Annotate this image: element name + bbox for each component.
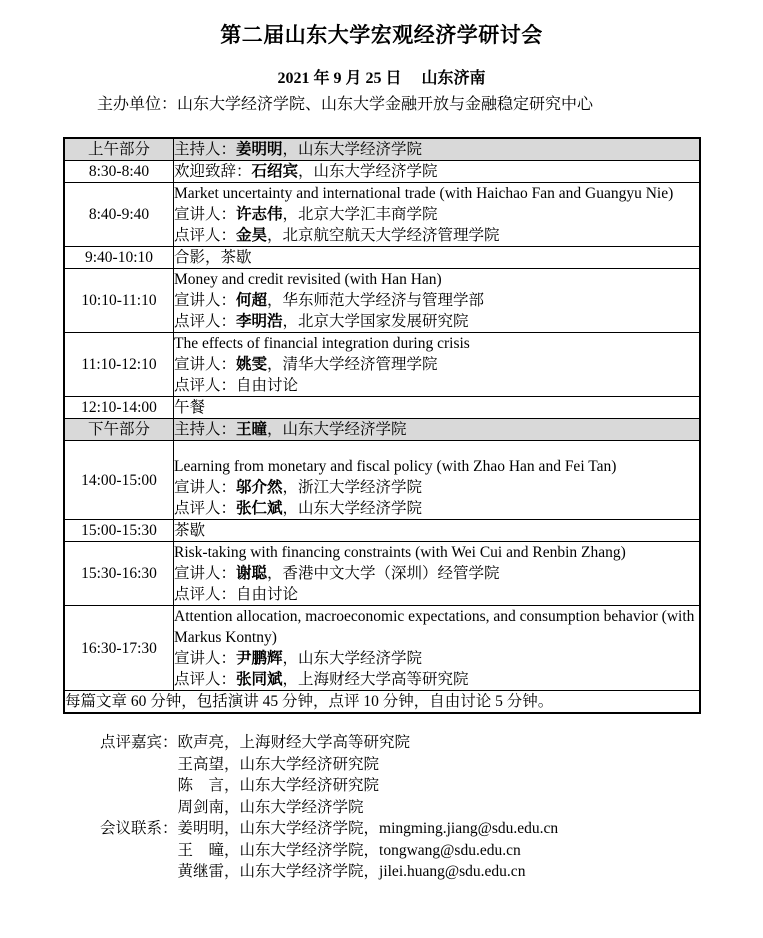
session-line: Money and credit revisited (with Han Han) <box>174 271 442 288</box>
guests-group <box>100 732 763 818</box>
organizer-line: 主办单位：山东大学经济学院、山东大学金融开放与金融稳定研究中心 <box>97 96 594 113</box>
table-note-cell <box>64 691 700 714</box>
contacts-lines <box>178 818 559 883</box>
session-line: 主持人：姜明明，山东大学经济学院 <box>174 141 423 158</box>
session-line: Learning from monetary and fiscal policy (with Zhao Han and Fei Tan) <box>174 458 617 475</box>
session-line: 宣讲人：何超，华东师范大学经济与管理学部 <box>174 292 485 309</box>
session-content-cell <box>174 542 701 606</box>
time-cell: 9:40-10:10 <box>64 247 174 269</box>
date-location: 2021 年 9 月 25 日 山东济南 <box>277 70 486 87</box>
time-cell: 11:10-12:10 <box>64 333 174 397</box>
schedule-row <box>64 269 700 333</box>
schedule-row <box>64 520 700 542</box>
session-content-cell <box>174 419 701 441</box>
schedule-table <box>63 137 701 714</box>
contact-line: 姜明明，山东大学经济学院，mingming.jiang@sdu.edu.cn <box>177 820 559 837</box>
session-content-cell <box>174 269 701 333</box>
guest-line: 周剑南，山东大学经济学院 <box>177 798 364 816</box>
session-line: 点评人：张同斌，上海财经大学高等研究院 <box>174 671 469 688</box>
time-cell: 15:30-16:30 <box>64 542 174 606</box>
guests-label: 点评嘉宾： <box>100 734 178 751</box>
contacts-label: 会议联系： <box>100 820 178 837</box>
contacts-group <box>100 818 763 883</box>
session-line: Market uncertainty and international trade (with Haichao Fan and Guangyu Nie) <box>174 185 674 202</box>
schedule-row <box>64 183 700 247</box>
session-content-cell <box>174 333 701 397</box>
session-line: 午餐 <box>174 399 206 416</box>
session-line: Attention allocation, macroeconomic expectations, and consumption behavior (with Markus Kontny) <box>174 608 695 646</box>
session-content-cell <box>174 520 701 542</box>
guest-line: 陈 言，山东大学经济研究院 <box>177 777 380 794</box>
schedule-row <box>64 606 700 691</box>
schedule-row <box>64 397 700 419</box>
session-line: 点评人：李明浩，北京大学国家发展研究院 <box>174 313 469 330</box>
session-line: The effects of financial integration during crisis <box>174 335 470 352</box>
session-line: 点评人：自由讨论 <box>174 586 299 603</box>
schedule-row-note <box>64 691 700 714</box>
session-content-cell <box>174 606 701 691</box>
session-line: 每篇文章 60 分钟，包括演讲 45 分钟，点评 10 分钟，自由讨论 5 分钟。 <box>65 693 554 710</box>
blank-line <box>174 441 699 456</box>
session-content-cell <box>174 441 701 520</box>
guests-lines <box>178 732 411 818</box>
session-line: 合影，茶歇 <box>174 249 252 266</box>
time-cell: 16:30-17:30 <box>64 606 174 691</box>
session-line: Risk-taking with financing constraints (with Wei Cui and Renbin Zhang) <box>174 544 626 561</box>
session-line: 宣讲人：姚雯，清华大学经济管理学院 <box>174 356 438 373</box>
document-title: 第二届山东大学宏观经济学研讨会 <box>220 23 543 47</box>
contact-line: 王 曈，山东大学经济学院，tongwang@sdu.edu.cn <box>177 841 521 859</box>
session-content-cell <box>174 397 701 419</box>
session-line: 点评人：张仁斌，山东大学经济学院 <box>174 500 423 517</box>
time-cell: 8:30-8:40 <box>64 161 174 183</box>
session-line: 茶歇 <box>174 522 206 539</box>
session-content-cell <box>174 183 701 247</box>
schedule-row <box>64 161 700 183</box>
contact-line: 黄继雷，山东大学经济学院，jilei.huang@sdu.edu.cn <box>177 863 526 880</box>
session-line: 宣讲人：尹鹏辉，山东大学经济学院 <box>174 650 423 667</box>
time-cell: 上午部分 <box>64 138 174 161</box>
bottom-info <box>100 732 763 883</box>
session-line: 主持人：王曈，山东大学经济学院 <box>174 421 407 438</box>
schedule-row-section <box>64 419 700 441</box>
guest-line: 欧声亮，上海财经大学高等研究院 <box>177 734 411 751</box>
schedule-row <box>64 542 700 606</box>
session-line: 点评人：自由讨论 <box>174 377 299 394</box>
session-content-cell <box>174 138 701 161</box>
schedule-table-body <box>64 138 700 713</box>
schedule-row <box>64 247 700 269</box>
session-content-cell <box>174 247 701 269</box>
time-cell: 10:10-11:10 <box>64 269 174 333</box>
guest-line: 王高望，山东大学经济研究院 <box>177 755 380 773</box>
session-line: 宣讲人：许志伟，北京大学汇丰商学院 <box>174 206 438 223</box>
session-line: 宣讲人：邬介然，浙江大学经济学院 <box>174 479 423 496</box>
session-line: 点评人：金昊，北京航空航天大学经济管理学院 <box>174 227 500 244</box>
time-cell: 8:40-9:40 <box>64 183 174 247</box>
time-cell: 12:10-14:00 <box>64 397 174 419</box>
time-cell: 15:00-15:30 <box>64 520 174 542</box>
session-line: 欢迎致辞：石绍宾，山东大学经济学院 <box>174 163 438 180</box>
time-cell: 14:00-15:00 <box>64 441 174 520</box>
schedule-row <box>64 333 700 397</box>
schedule-row <box>64 441 700 520</box>
time-cell: 下午部分 <box>64 419 174 441</box>
session-line: 宣讲人：谢聪，香港中文大学（深圳）经管学院 <box>174 565 500 582</box>
session-content-cell <box>174 161 701 183</box>
schedule-row-section <box>64 138 700 161</box>
